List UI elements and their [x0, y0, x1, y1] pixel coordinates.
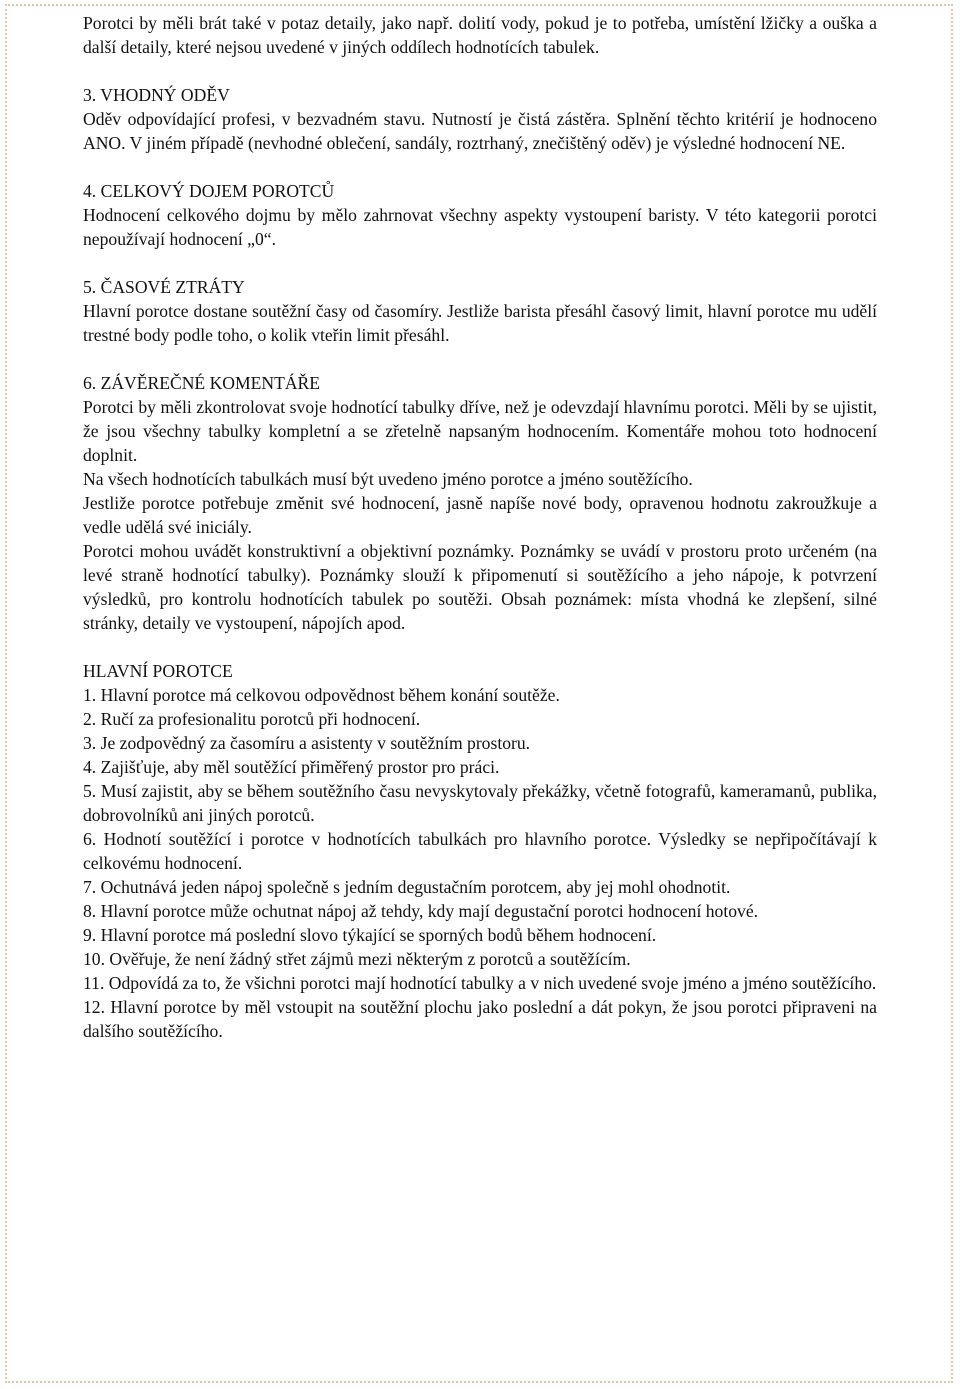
section-heading: 5. ČASOVÉ ZTRÁTY [83, 277, 245, 297]
document-body [83, 11, 877, 1043]
list-item: 5. Musí zajistit, aby se během soutěžního času nevyskytovaly překážky, včetně fotografů, kameramanů, publika, dobrovolníků ani jiných porotců. [83, 781, 877, 825]
list-item: 11. Odpovídá za to, že všichni porotci mají hodnotící tabulky a v nich uvedené svoje jméno a jméno soutěžícího. [83, 973, 877, 993]
section-paragraph: Oděv odpovídající profesi, v bezvadném stavu. Nutností je čistá zástěra. Splnění těchto kritérií je hodnoceno ANO. V jiném případě (nevhodné oblečení, sandály, roztrhaný, znečištěný oděv) je výsledné hodnocení NE. [83, 109, 877, 153]
section-heading: 6. ZÁVĚREČNÉ KOMENTÁŘE [83, 373, 321, 393]
section-paragraph: Hodnocení celkového dojmu by mělo zahrnovat všechny aspekty vystoupení baristy. V této kategorii porotci nepoužívají hodnocení „0“. [83, 205, 877, 249]
section-paragraph: Porotci mohou uvádět konstruktivní a objektivní poznámky. Poznámky se uvádí v prostoru proto určeném (na levé straně hodnotící tabulky). Poznámky slouží k připomenutí si soutěžícího a jeho nápoje, k potvrzení výsledků, pro kontrolu hodnotících tabulek po soutěži. Obsah poznámek: místa vhodná ke zlepšení, silné stránky, detaily ve vystoupení, nápojích apod. [83, 541, 877, 633]
list-item: 2. Ručí za profesionalitu porotců při hodnocení. [83, 709, 421, 729]
section-paragraph: Jestliže porotce potřebuje změnit své hodnocení, jasně napíše nové body, opravenou hodnotu zakroužkuje a vedle udělá své iniciály. [83, 493, 877, 537]
section-paragraph: Hlavní porotce dostane soutěžní časy od časomíry. Jestliže barista přesáhl časový limit, hlavní porotce mu udělí trestné body podle toho, o kolik vteřin limit přesáhl. [83, 301, 877, 345]
section-time-penalties [83, 275, 877, 347]
list-item: 4. Zajišťuje, aby měl soutěžící přiměřený prostor pro práci. [83, 757, 500, 777]
list-item: 1. Hlavní porotce má celkovou odpovědnost během konání soutěže. [83, 685, 560, 705]
intro-paragraph: Porotci by měli brát také v potaz detaily, jako např. dolití vody, pokud je to potřeba, umístění lžičky a ouška a další detaily, které nejsou uvedené v jiných oddílech hodnotících tabulek. [83, 13, 877, 57]
section-paragraph: Na všech hodnotících tabulkách musí být uvedeno jméno porotce a jméno soutěžícího. [83, 469, 693, 489]
head-judge-title: HLAVNÍ POROTCE [83, 661, 233, 681]
section-final-comments [83, 371, 877, 635]
list-item: 6. Hodnotí soutěžící i porotce v hodnotících tabulkách pro hlavního porotce. Výsledky se nepřipočítávají k celkovému hodnocení. [83, 829, 877, 873]
section-appropriate-clothing [83, 83, 877, 155]
section-heading: 3. VHODNÝ ODĚV [83, 85, 230, 105]
head-judge-list [83, 683, 877, 1043]
list-item: 9. Hlavní porotce má poslední slovo týkající se sporných bodů během hodnocení. [83, 925, 657, 945]
list-item: 8. Hlavní porotce může ochutnat nápoj až tehdy, kdy mají degustační porotci hodnocení hotové. [83, 901, 759, 921]
section-overall-impression [83, 179, 877, 251]
list-item: 12. Hlavní porotce by měl vstoupit na soutěžní plochu jako poslední a dát pokyn, že jsou porotci připraveni na dalšího soutěžícího. [83, 997, 877, 1041]
list-item: 10. Ověřuje, že není žádný střet zájmů mezi některým z porotců a soutěžícím. [83, 949, 631, 969]
section-heading: 4. CELKOVÝ DOJEM POROTCŮ [83, 181, 335, 201]
list-item: 7. Ochutnává jeden nápoj společně s jedním degustačním porotcem, aby jej mohl ohodnotit. [83, 877, 731, 897]
list-item: 3. Je zodpovědný za časomíru a asistenty v soutěžním prostoru. [83, 733, 531, 753]
section-paragraph: Porotci by měli zkontrolovat svoje hodnotící tabulky dříve, než je odevzdají hlavnímu porotci. Měli by se ujistit, že jsou všechny tabulky kompletní a se zřetelně napsaným hodnocením. Komentáře mohou toto hodnocení doplnit. [83, 397, 877, 465]
section-head-judge [83, 659, 877, 1043]
